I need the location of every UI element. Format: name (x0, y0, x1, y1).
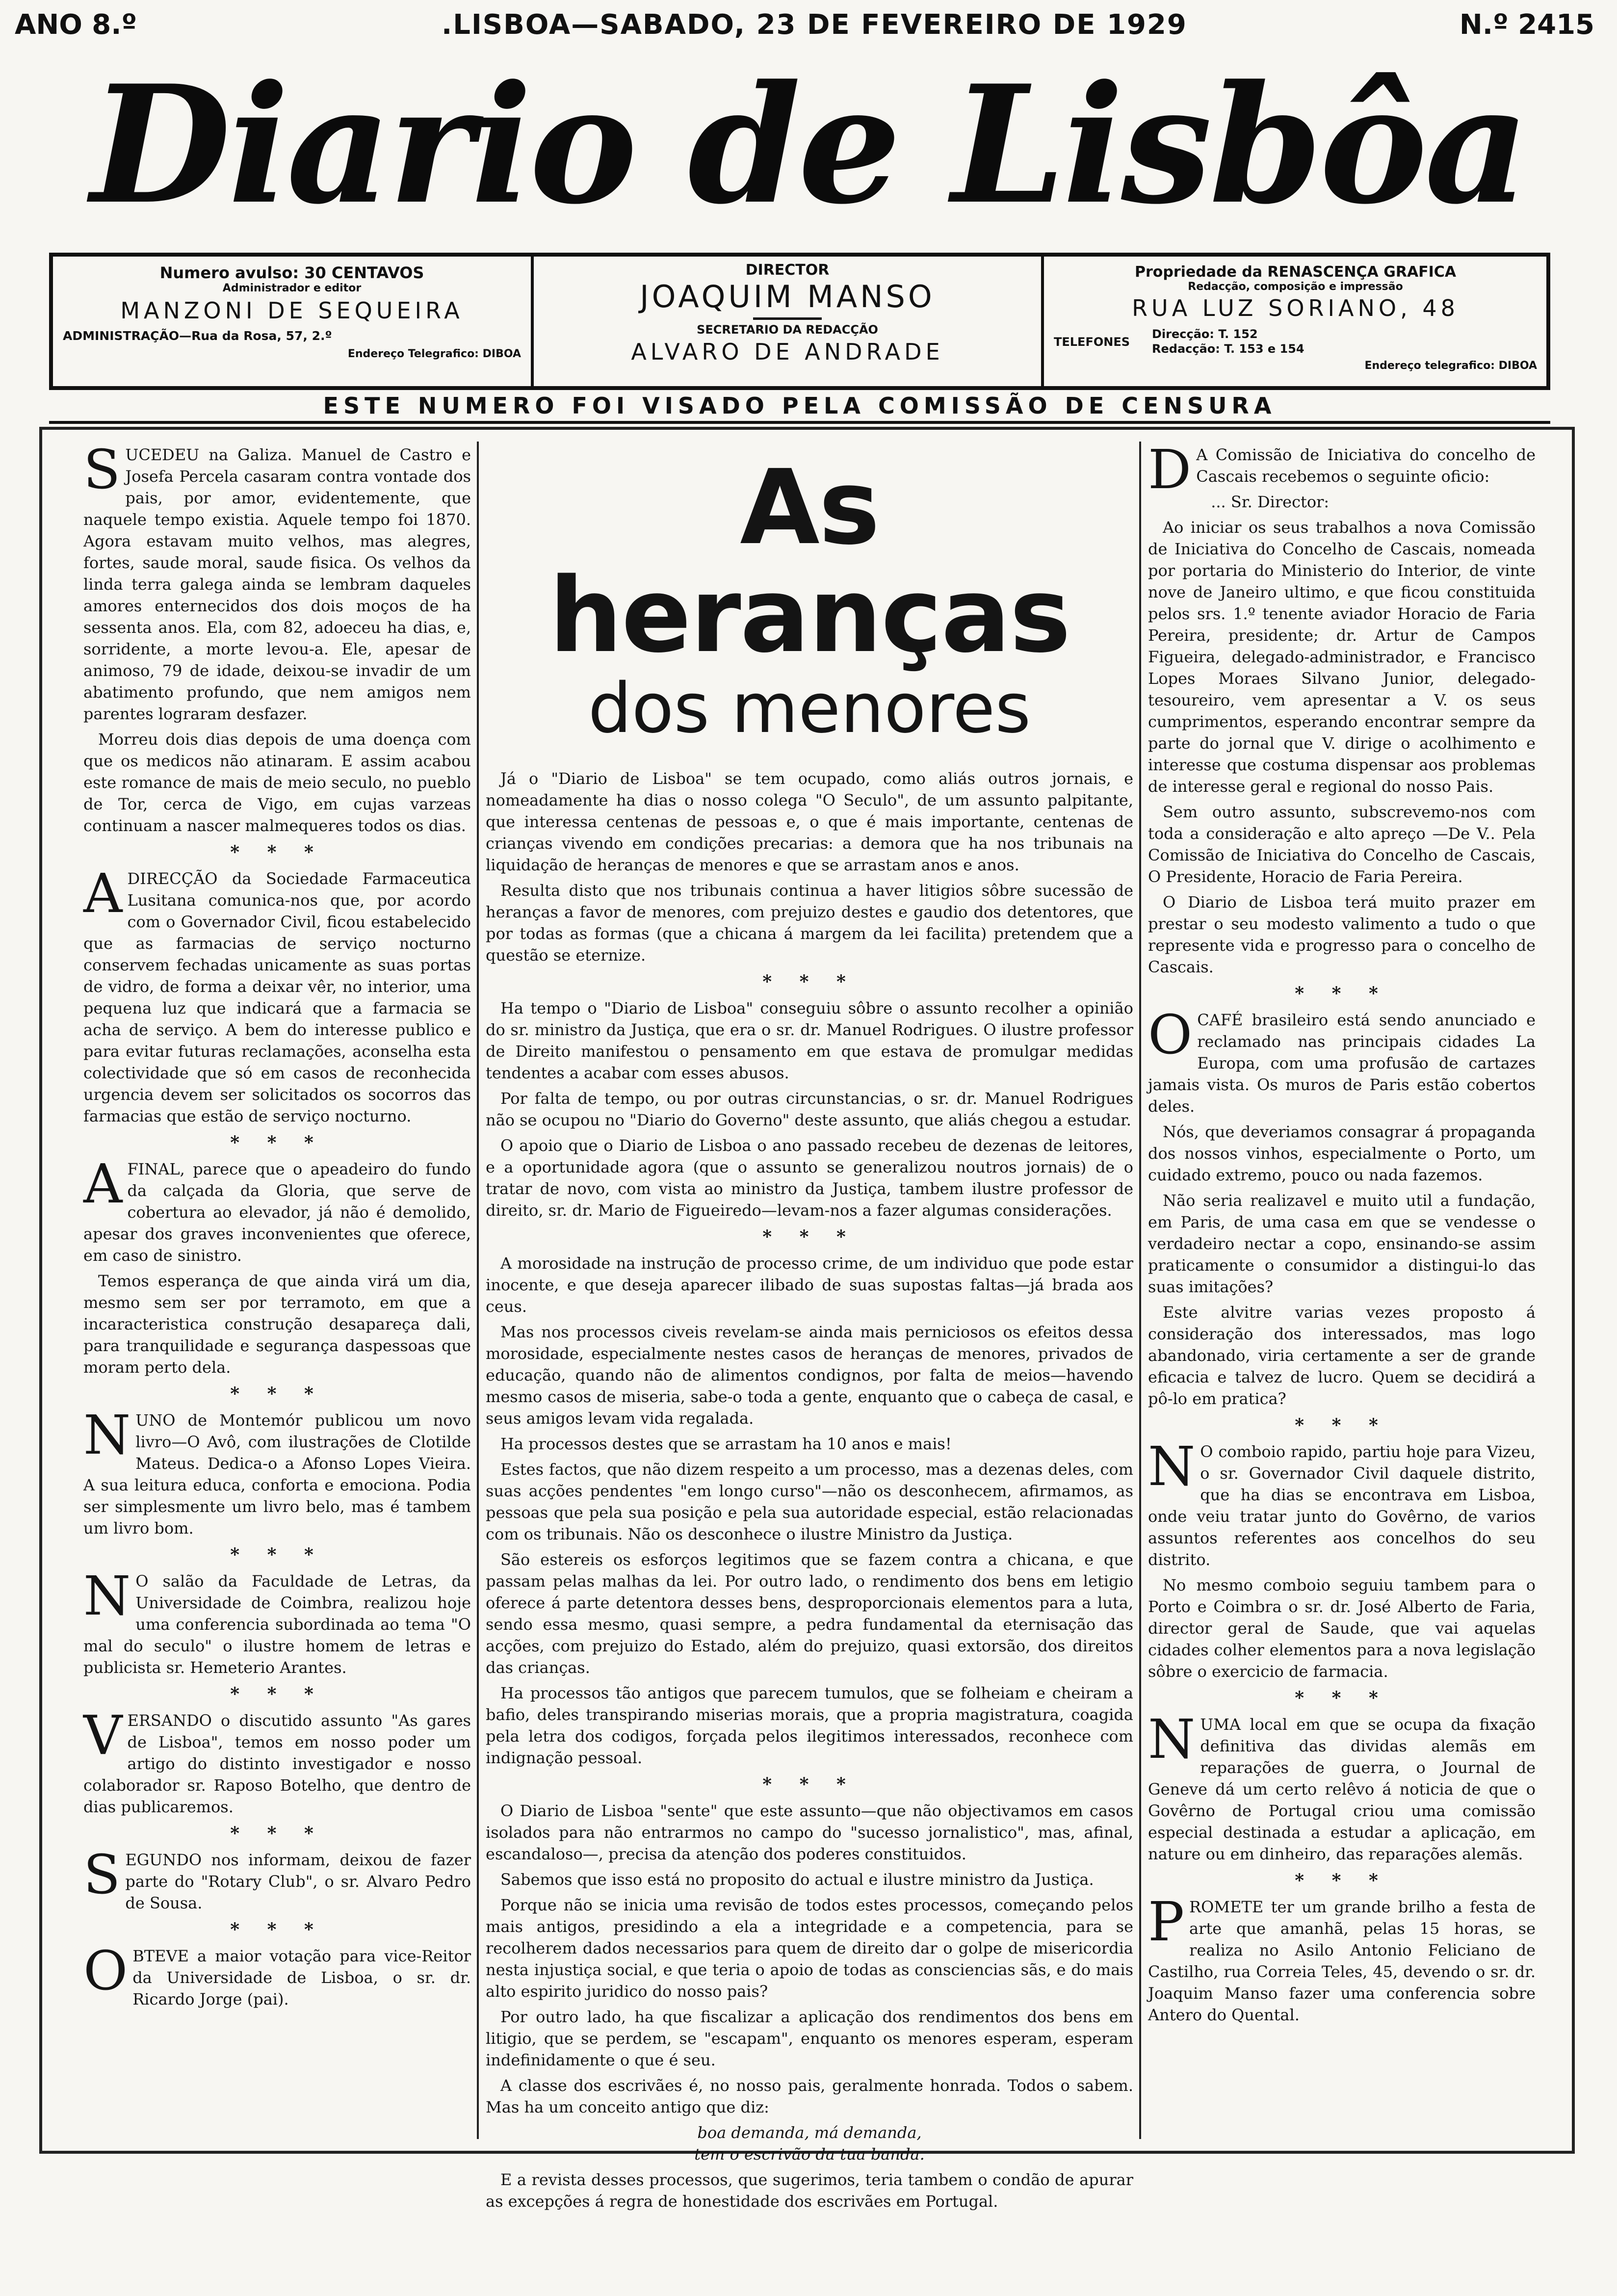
paragraph-text: Ao iniciar os seus trabalhos a nova Comissão de Iniciativa do Concelho de Cascais, nomeada por portaria do Ministerio do Interior, de vinte nove de Janeiro ultimo, e que ficou constituida pelos srs. 1.º tenente aviador Horacio de Faria Pereira, presidente; dr. Artur de Campos Figueira, delegado-administrador, e Francisco Lopes Moraes Silvano Junior, delegado-tesoureiro, vem apresentar a V. os seus cumprimentos, esperando encontrar sempre da parte do jornal que V. dirige o acolhimento e interesse que costuma dispensar aos problemas de interesse geral e regional do nosso Pais. (1148, 518, 1536, 796)
right-paragraph (1148, 891, 1536, 978)
telegraph-right: Endereço telegrafico: DIBOA (1364, 360, 1537, 372)
right-paragraph (1148, 1890, 1536, 2026)
paragraph-text: BTEVE a maior votação para vice-Reitor da Universidade de Lisboa, o sr. dr. Ricardo Jorge (pai). (132, 1947, 471, 2009)
verse-line-2: tem o escrivão da tua banda. (694, 2145, 925, 2164)
paragraph-text: ... Sr. Director: (1211, 493, 1330, 511)
section-separator: * * * (230, 1132, 324, 1153)
phones-label: TELEFONES (1054, 335, 1130, 349)
headline-main: As heranças (549, 447, 1070, 676)
left-paragraph (83, 1939, 471, 2010)
paragraph-text: Temos esperança de que ainda virá um dia, mesmo sem ser por terramoto, em que a incaracteristica construção desapareça dali, para tranquilidade e segurança daspessoas que moram perto dela. (83, 1272, 471, 1377)
center-article (486, 768, 1133, 2118)
headline-sub: dos menores (588, 669, 1031, 749)
paragraph-text: O salão da Faculdade de Letras, da Universidade de Coimbra, realizou hoje uma conferencia subordinada ao tema "O mal do seculo" o ilustre homem de letras e publicista sr. Hemeterio Arantes. (83, 1572, 471, 1677)
left-column (83, 438, 471, 2014)
paragraph-text: A Comissão de Iniciativa do concelho de Cascais recebemos o seguinte oficio: (1196, 445, 1536, 486)
paragraph-text: UMA local em que se ocupa da fixação definitiva das dividas alemãs em reparações de guerra, o Journal de Geneve dá um certo relêvo á noticia de que o Govêrno de Portugal criou uma comissão especial destinada a estudar a aplicação, em nature ou em dinheiro, das reparações alemãs. (1148, 1715, 1536, 1863)
censor-rule (49, 421, 1550, 424)
right-paragraph (1148, 1708, 1536, 1865)
secretary-label: SECRETARIO DA REDACÇÃO (697, 323, 878, 337)
date-line: .LISBOA—SABADO, 23 DE FEVEREIRO DE 1929 (442, 9, 1187, 41)
center-paragraph: Resulta disto que nos tribunais continua a haver litigios sôbre sucessão de heranças a favor de menores, com prejuizo destes e gaudio dos detentores, que por todas as formas (que a chicana á margem da lei facilita) pretendem que a questão se eternize. (486, 881, 1133, 965)
left-paragraph (83, 1270, 471, 1378)
paragraph-text: ERSANDO o discutido assunto "As gares de Lisboa", temos em nosso poder um artigo do distinto investigador e nosso colaborador sr. Raposo Botelho, que dentro de dias publicaremos. (83, 1711, 471, 1816)
verse-line-1: boa demanda, má demanda, (697, 2123, 922, 2142)
left-paragraph (83, 729, 471, 836)
divider (753, 317, 822, 320)
right-paragraph (1148, 491, 1536, 513)
section-separator: * * * (762, 1226, 857, 1247)
paragraph-text: O Diario de Lisboa terá muito prazer em prestar o seu modesto valimento a tudo o que represente vida e progresso para o concelho de Cascais. (1148, 893, 1536, 976)
drop-cap: D (1148, 438, 1192, 501)
center-column (486, 444, 1133, 2216)
center-paragraph: Sabemos que isso está no proposito do actual e ilustre ministro da Justiça. (500, 1870, 1094, 1889)
right-paragraph (1148, 1435, 1536, 1570)
paragraph-text: DIRECÇÃO da Sociedade Farmaceutica Lusitana comunica-nos que, por acordo com o Governador Civil, ficou estabelecido que as farmacias de serviço nocturno conservem fechadas unicamente as suas portas de vidro, de forma a deixar vêr, no interior, uma pequena luz que indicará que a farmacia se acha de serviço. A bem do interesse publico e para evitar futuras reclamações, aconselha esta colectividade que só em casos de reconhecida urgencia devem ser solicitados os socorros das farmacias que estão de serviço nocturno. (83, 869, 471, 1125)
masthead (0, 39, 1617, 255)
censorship-notice: ESTE NUMERO FOI VISADO PELA COMISSÃO DE CENSURA (323, 392, 1277, 419)
drop-cap: S (83, 438, 121, 501)
admin-role: Administrador e editor (222, 282, 362, 294)
director-name: JOAQUIM MANSO (640, 279, 935, 314)
paragraph-text: ROMETE ter um grande brilho a festa de arte que amanhã, pelas 15 horas, se realiza no Asilo Antonio Feliciano de Castilho, rua Correia Teles, 45, devendo o sr. dr. Joaquim Manso fazer uma conferencia sobre Antero do Quental. (1148, 1898, 1536, 2024)
drop-cap: N (1148, 1708, 1196, 1771)
section-separator: * * * (230, 1919, 324, 1940)
center-paragraph: Ha processos destes que se arrastam ha 10 anos e mais! (500, 1435, 952, 1453)
right-paragraph (1148, 1190, 1536, 1298)
center-paragraph: Porque não se inicia uma revisão de todos estes processos, começando pelos mais antigos, presidindo a ela a integridade e a competencia, para se recolherem dados necessarios para quem de direito dar o golpe de misericordia nesta injustiça social, e que teria o apoio de todas as consciencias sãs, e do mais alto espirito juridico do nosso pais? (486, 1896, 1133, 2001)
verse (486, 2122, 1133, 2165)
section-separator: * * * (230, 1544, 324, 1565)
paragraph-text: CAFÉ brasileiro está sendo anunciado e reclamado nas principais cidades La Europa, com uma profusão de cartazes jamais vista. Os muros de Paris estão cobertos deles. (1148, 1011, 1536, 1116)
drop-cap: N (1148, 1435, 1196, 1498)
drop-cap: O (1148, 1003, 1193, 1066)
phones (1054, 325, 1537, 360)
right-paragraph (1148, 801, 1536, 887)
section-separator: * * * (1295, 1870, 1389, 1891)
paragraph-text: Nós, que deveriamos consagrar á propaganda dos nossos vinhos, especialmente o Porto, um cuidado extremo, pouco ou nada fazemos. (1148, 1122, 1536, 1184)
section-separator: * * * (1295, 1415, 1389, 1435)
center-paragraph: A classe dos escrivães é, no nosso pais, geralmente honrada. Todos o sabem. Mas ha um conceito antigo que diz: (486, 2076, 1133, 2116)
right-paragraph (1148, 1003, 1536, 1117)
info-center (534, 257, 1044, 386)
top-line (15, 9, 1594, 43)
drop-cap: N (83, 1565, 131, 1627)
paragraph-text: No mesmo comboio seguiu tambem para o Porto e Coimbra o sr. dr. José Alberto de Faria, director geral de Saude, que vai aquelas cidades colher elementos para a nova legislação sôbre o exercicio de farmacia. (1148, 1576, 1536, 1681)
left-paragraph (83, 1843, 471, 1914)
paragraph-text: Não seria realizavel e muito util a fundação, em Paris, de uma casa em que se vendesse o verdadeiro nectar a copo, ensinando-se assim praticamente o consumidor a distingui-lo das suas imitações? (1148, 1191, 1536, 1296)
right-paragraph (1148, 438, 1536, 501)
center-paragraph: Estes factos, que não dizem respeito a um processo, mas a dezenas deles, com suas acções pendentes "em longo curso"—não os desconhecem, afirmamos, as pessoas que pela sua posição e pela sua autoridade especial, estão relacionadas com os tribunais. Não os desconhece o ilustre Ministro da Justiça. (486, 1460, 1133, 1543)
price: Numero avulso: 30 CENTAVOS (159, 263, 424, 282)
info-box (49, 253, 1550, 390)
right-paragraph (1148, 1302, 1536, 1409)
drop-cap: V (83, 1704, 123, 1767)
paragraph-text: Sem outro assunto, subscrevemo-nos com toda a consideração e alto apreço —De V.. Pela Comissão de Iniciativa do Concelho de Cascais, O Presidente, Horacio de Faria Pereira. (1148, 803, 1536, 886)
center-paragraph: A morosidade na instrução de processo crime, de um individuo que pode estar inocente, e que deseja aparecer ilibado de suas supostas faltas—já brada aos ceus. (486, 1254, 1133, 1316)
info-left (53, 257, 534, 386)
center-paragraph: O Diario de Lisboa "sente" que este assunto—que não objectivamos em casos isolados para não entrarmos no campo do "sucesso jornalistico", mas, afinal, escandaloso—, precisa da atenção dos poderes constituidos. (486, 1801, 1133, 1863)
left-paragraph (83, 862, 471, 1127)
paragraph-text: FINAL, parece que o apeadeiro do fundo da calçada da Gloria, que serve de cobertura ao elevador, já não é demolido, apesar dos graves inconvenientes que oferece, em caso de sinistro. (83, 1160, 471, 1265)
column-rule-left (477, 442, 479, 2139)
paragraph-text: Este alvitre varias vezes proposto á consideração dos interessados, mas logo abandonado, viria certamente a ser de grande eficacia e talvez de lucro. Quem se decidirá a pô-lo em pratica? (1148, 1303, 1536, 1408)
phone-direction: Direcção: T. 152 (1152, 327, 1258, 341)
office-address: RUA LUZ SORIANO, 48 (1132, 295, 1459, 321)
section-separator: * * * (1295, 983, 1389, 1004)
drop-cap: A (83, 862, 123, 925)
paragraph-text: Morreu dois dias depois de uma doença com que os medicos não atinaram. E assim acabou este romance de mais de meio seculo, no pueblo de Tor, cerca de Vigo, em cujas varzeas continuam a nascer malmequeres todos os dias. (83, 730, 471, 835)
drop-cap: N (83, 1404, 131, 1466)
year-label: ANO 8.º (15, 9, 137, 41)
closing-paragraph: E a revista desses processos, que sugerimos, teria tambem o condão de apurar as excepções á regra de honestidade dos escrivães em Portugal. (486, 2170, 1133, 2211)
admin-name: MANZONI DE SEQUEIRA (120, 297, 464, 324)
section-separator: * * * (230, 1823, 324, 1844)
drop-cap: A (83, 1152, 123, 1215)
paragraph-text: UNO de Montemór publicou um novo livro—O Avô, com ilustrações de Clotilde Mateus. Dedica-o a Afonso Lopes Vieira. A sua leitura educa, conforta e emociona. Podia ser simplesmente um livro belo, mas é tambem um livro bom. (83, 1411, 471, 1538)
paragraph-text: EGUNDO nos informam, deixou de fazer parte do "Rotary Club", o sr. Alvaro Pedro de Sousa. (125, 1851, 471, 1912)
drop-cap: P (1148, 1890, 1185, 1953)
center-paragraph: Ha tempo o "Diario de Lisboa" conseguiu sôbre o assunto recolher a opinião do sr. ministro da Justiça, que era o sr. dr. Manuel Rodrigues. O ilustre professor de Direito manifestou o pensamento em que estava de promulgar medidas tendentes a acabar com esses abusos. (486, 999, 1133, 1082)
right-column (1148, 438, 1536, 2030)
secretary-name: ALVARO DE ANDRADE (631, 339, 944, 365)
center-paragraph: O apoio que o Diario de Lisboa o ano passado recebeu de dezenas de leitores, e a oportunidade agora (que o assunto se generalizou noutros jornais) de o tratar de novo, com vista ao ministro da Justiça, tambem ilustre professor de direito, sr. dr. Mario de Figueiredo—levam-nos a fazer algumas considerações. (486, 1136, 1133, 1220)
admin-address: ADMINISTRAÇÃO—Rua da Rosa, 57, 2.º (63, 329, 332, 343)
section-separator: * * * (230, 1383, 324, 1404)
drop-cap: O (83, 1939, 128, 2002)
left-paragraph (83, 438, 471, 725)
column-rule-right (1139, 442, 1141, 2139)
paragraph-text: UCEDEU na Galiza. Manuel de Castro e Josefa Percela casaram contra vontade dos pais, por amor, evidentemente, que naquele tempo existia. Aquele tempo foi 1870. Agora estavam muito velhos, mas alegres, fortes, saude moral, saude fisica. Os velhos da linda terra galega ainda se lembram daqueles amores enternecidos dos dois moços de ha sessenta anos. Ela, com 82, adoeceu ha dias, e, sorridente, a morte levou-a. Ele, apesar de animoso, 79 de idade, deixou-se invadir de um abatimento profundo, que nem amigos nem parentes lograram desfazer. (83, 445, 471, 723)
telegraph-left: Endereço Telegrafico: DIBOA (347, 348, 521, 360)
director-label: DIRECTOR (745, 261, 830, 279)
services: Redacção, composição e impressão (1188, 281, 1403, 293)
paragraph-text: O comboio rapido, partiu hoje para Vizeu, o sr. Governador Civil daquele distrito, que ha dias se encontrava em Lisboa, onde veiu tratar junto do Govêrno, de varios assuntos referentes aos concelhos do seu distrito. (1148, 1442, 1536, 1569)
left-paragraph (83, 1404, 471, 1539)
section-separator: * * * (1295, 1688, 1389, 1708)
right-paragraph (1148, 1574, 1536, 1682)
owner: Propriedade da RENASCENÇA GRAFICA (1134, 263, 1457, 281)
center-paragraph: Por outro lado, ha que fiscalizar a aplicação dos rendimentos dos bens em litigio, que se perdem, se "escapam", enquanto os menores esperam, esperam indefinidamente o que é seu. (486, 2008, 1133, 2069)
issue-number: N.º 2415 (1459, 9, 1594, 41)
phone-redaction: Redacção: T. 153 e 154 (1152, 342, 1304, 356)
center-paragraph: Já o "Diario de Lisboa" se tem ocupado, como aliás outros jornais, e nomeadamente ha dias o nosso colega "O Seculo", de um assunto palpitante, que interessa centenas de pessoas e, o que é mais importante, centenas de crianças vivendo em condições precarias: a demora que ha nos tribunais na liquidação de heranças de menores e que se arrastam anos e anos. (486, 769, 1133, 874)
section-separator: * * * (230, 1684, 324, 1704)
right-paragraph (1148, 517, 1536, 797)
section-separator: * * * (230, 842, 324, 862)
section-separator: * * * (762, 971, 857, 992)
drop-cap: S (83, 1843, 121, 1906)
left-paragraph (83, 1152, 471, 1266)
left-paragraph (83, 1704, 471, 1818)
section-separator: * * * (762, 1774, 857, 1795)
masthead-title: Diario de Lisbôa (90, 50, 1527, 240)
info-right (1044, 257, 1547, 386)
right-paragraph (1148, 1121, 1536, 1186)
center-paragraph: Ha processos tão antigos que parecem tumulos, que se folheiam e cheiram a bafio, deles transpirando miserias morais, que a propria magistratura, coagida pela letra dos codigos, forçada pelos ilegitimos interessados, reconhece com indignação pessoal. (486, 1684, 1133, 1767)
center-paragraph: Mas nos processos civeis revelam-se ainda mais perniciosos os efeitos dessa morosidade, especialmente nestes casos de heranças de menores, privados de educação, quando não de alimentos condignos, por falta de meios—havendo mesmo casos de miseria, sabe-o toda a gente, enquanto que o cabeça de casal, e seus amigos levam vida regalada. (486, 1323, 1133, 1428)
left-paragraph (83, 1565, 471, 1678)
center-paragraph: São estereis os esforços legitimos que se fazem contra a chicana, e que passam pelas malhas da lei. Por outro lado, o rendimento dos bens em letigio oferece á parte detentora desses bens, desproporcionais elementos para a luta, sendo essa mesmo, quasi sempre, a pedra fundamental da eternisação das acções, com prejuizo do Estado, além do prejuizo, quasi extorsão, dos direitos das crianças. (486, 1550, 1133, 1677)
center-paragraph: Por falta de tempo, ou por outras circunstancias, o sr. dr. Manuel Rodrigues não se ocupou no "Diario do Governo" deste assunto, que aliás chegou a estudar. (486, 1089, 1133, 1129)
